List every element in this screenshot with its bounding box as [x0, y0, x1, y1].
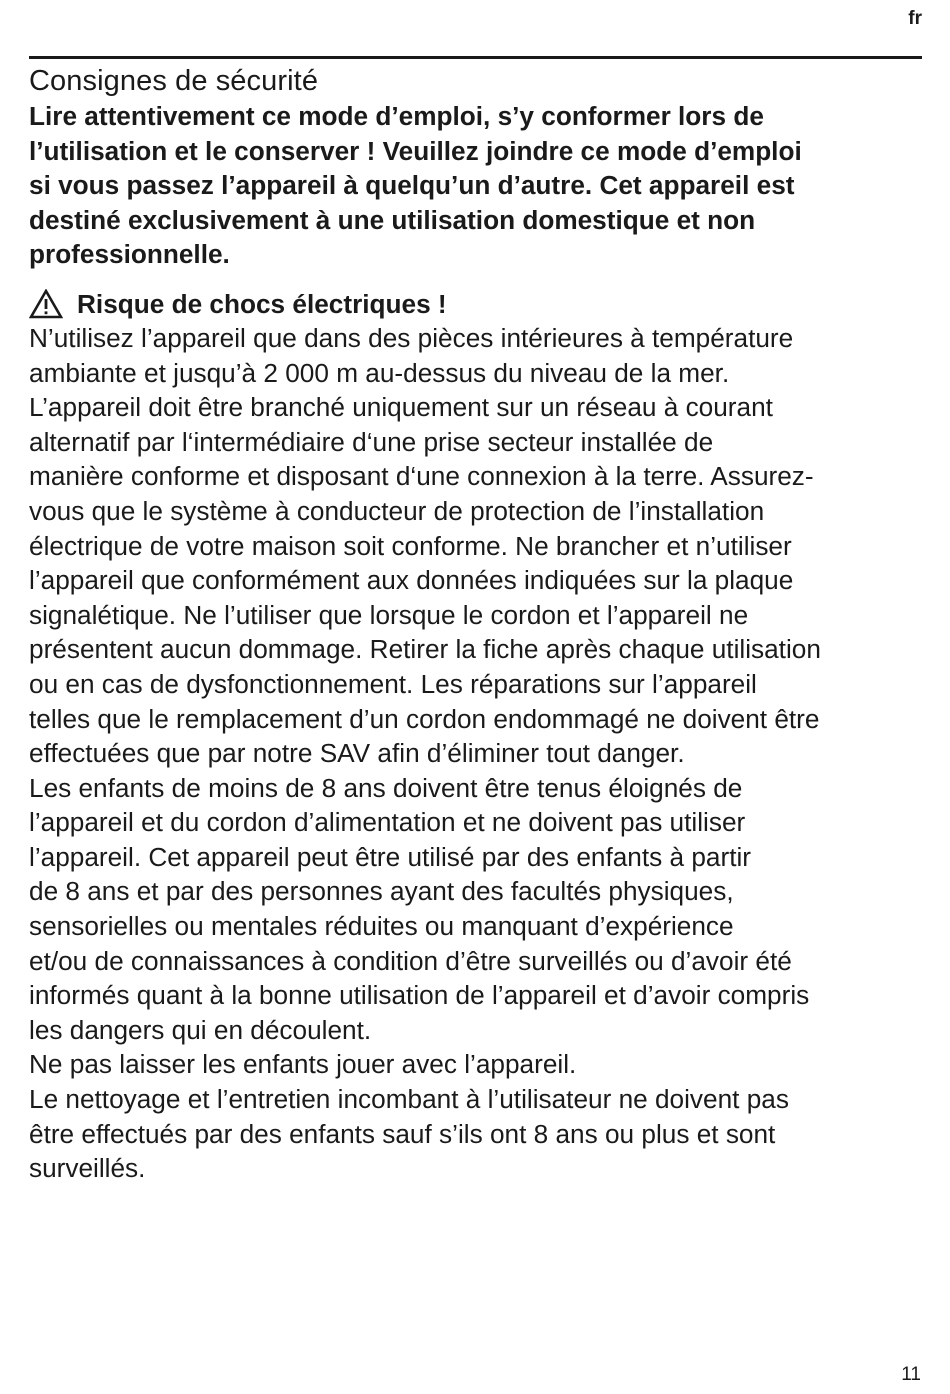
header-divider — [29, 56, 922, 59]
children-safety-paragraph: Les enfants de moins de 8 ans doivent être tenus éloignés de l’appareil et du cordon d’alimentation et ne doivent pas utiliser l’appareil. Cet appareil peut être utilisé par des enfants à partir de 8 ans et par des personnes ayant des facultés physiques, sensorielles ou mentales réduites ou manquant d’expérience et/ou de connaissances à condition d’être surveillés ou d’avoir été informés quant à la bonne utilisation de l’appareil et d’avoir compris les dangers qui en découlent. — [29, 772, 810, 1045]
warning-heading-text: Risque de chocs électriques ! — [77, 288, 447, 319]
page-content — [29, 63, 929, 1186]
children-play-paragraph: Ne pas laisser les enfants jouer avec l’appareil. — [29, 1049, 577, 1080]
page-number: 11 — [901, 1364, 921, 1385]
intro-paragraph: Lire attentivement ce mode d’emploi, s’y conformer lors de l’utilisation et le conserver ! Veuillez joindre ce mode d’emploi si vous passez l’appareil à quelqu’un d’autre. Cet appareil est destiné exclusivement à une utilisation domestique et non professionnelle. — [29, 101, 802, 270]
electric-safety-paragraph: N’utilisez l’appareil que dans des pièces intérieures à température ambiante et jusqu’à 2 000 m au-dessus du niveau de la mer. L’appareil doit être branché uniquement sur un réseau à courant alternatif par l‘intermédiaire d‘une prise secteur installée de manière conforme et disposant d‘une connexion à la terre. Assurez- vous que le système à conducteur de protection de l’installation électrique de votre maison soit conforme. Ne brancher et n’utiliser l’appareil que conformément aux données indiquées sur la plaque signalétique. Ne l’utiliser que lorsque le cordon et l’appareil ne présentent aucun dommage. Retirer la fiche après chaque utilisation ou en cas de dysfonctionnement. Les réparations sur l’appareil telles que le remplacement d’un cordon endommagé ne doivent être effectuées que par notre SAV afin d’éliminer tout danger. — [29, 322, 821, 769]
section-title: Consignes de sécurité — [29, 65, 319, 97]
language-tag: fr — [908, 8, 922, 29]
cleaning-paragraph: Le nettoyage et l’entretien incombant à l’utilisateur ne doivent pas être effectués par des enfants sauf s’ils ont 8 ans ou plus et sont surveillés. — [29, 1084, 789, 1184]
warning-triangle-icon — [29, 289, 63, 319]
warning-heading — [29, 287, 929, 321]
